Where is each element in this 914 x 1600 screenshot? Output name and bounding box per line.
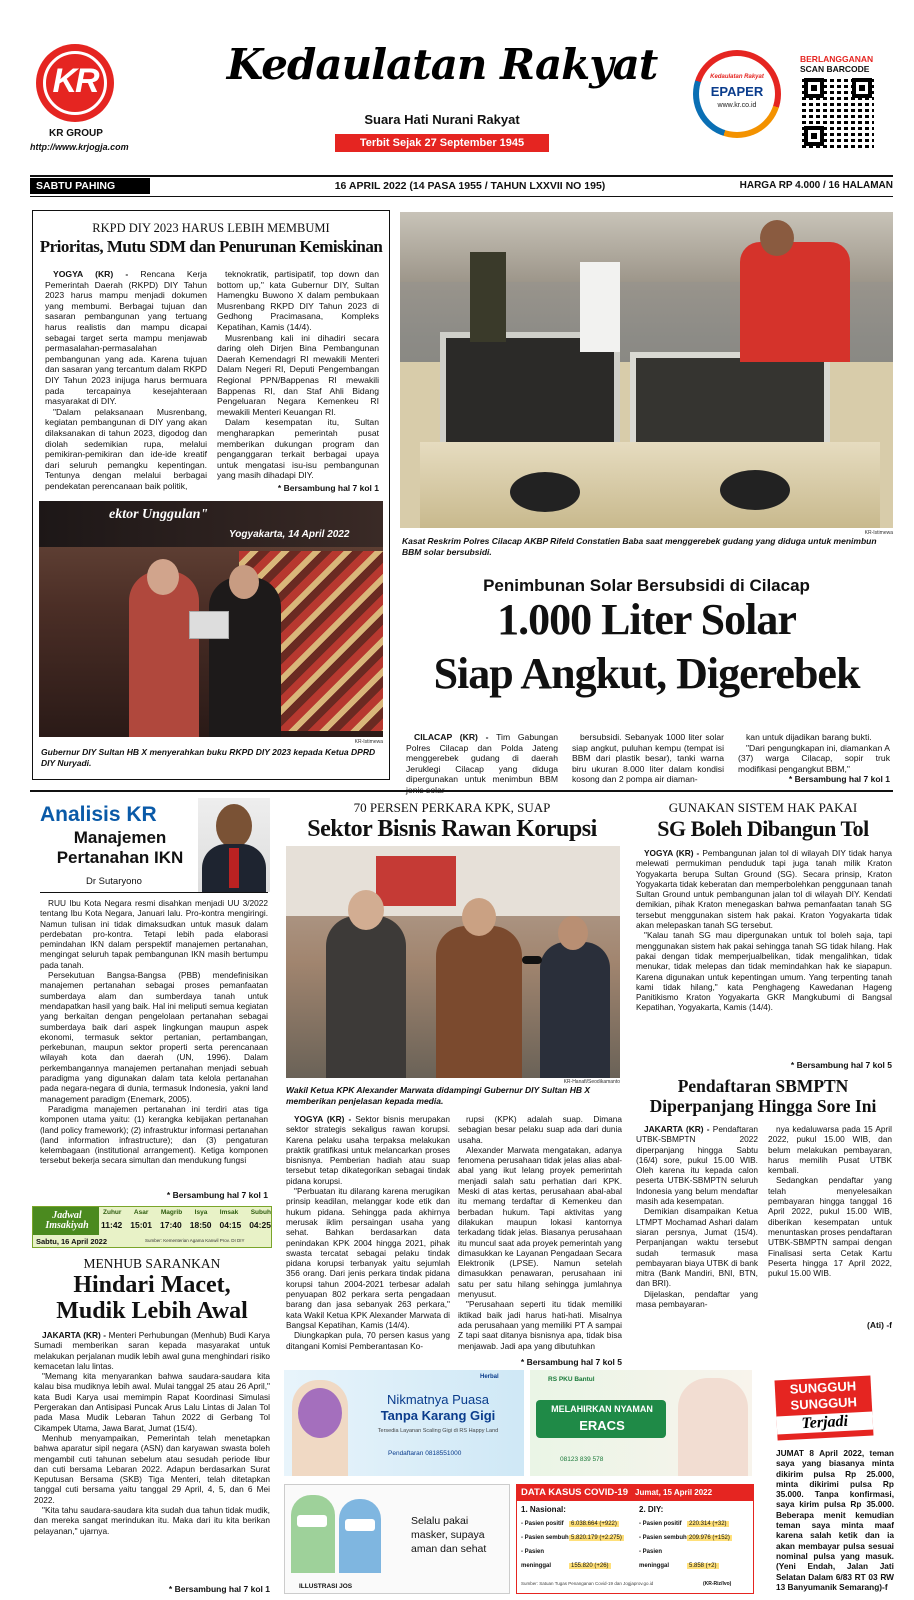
imsakiyah-times <box>101 1220 271 1230</box>
covid-diy-row-meninggal: - Pasien meninggal 5.858 (+2) <box>639 1549 717 1569</box>
ad-gigi-sub: Tersedia Layanan Scaling Gigi di RS Happy Land <box>377 1428 499 1434</box>
officer-left <box>470 252 506 342</box>
solar-col-1 <box>406 732 558 796</box>
ad-eracs-line-1: MELAHIRKAN NYAMAN <box>551 1404 653 1414</box>
ad-eracs-hospital: RS PKU Bantul <box>548 1376 595 1383</box>
imsak-time-magrib: 17:40 <box>160 1220 182 1230</box>
mudik-continued: * Bersambung hal 7 kol 1 <box>168 1584 270 1594</box>
rkpd-col-2 <box>217 269 379 481</box>
tol-dateline: YOGYA (KR) - <box>644 848 700 858</box>
korupsi-continued: * Bersambung hal 7 kol 5 <box>520 1357 622 1367</box>
speaker-left <box>326 916 406 1078</box>
rkpd-kicker: RKPD DIY 2023 HARUS LEBIH MEMBUMI <box>92 221 330 235</box>
covid-title: DATA KASUS COVID-19 <box>521 1487 628 1498</box>
solar-photo-credit: KR-Istimewa <box>864 530 893 536</box>
since-badge: Terbit Sejak 27 September 1945 <box>335 134 549 152</box>
author-photo <box>198 798 270 892</box>
korupsi-text-6: "Perusahaan seperti itu tidak memiliki iktikad baik jadi harus hati-hati. Misalnya ada perusahaan yang memiliki PT A sampai Z tapi saat ditanya bisnisnya apa, tidak bisa menjawab. Jadi apa yang dibutuhkan <box>458 1299 622 1351</box>
ad-eracs-line-2: ERACS <box>579 1418 625 1433</box>
ad-mother-illustration <box>678 1378 748 1476</box>
tol-headline: SG Boleh Dibangun Tol <box>657 816 869 841</box>
covid-nasional-label: 1. Nasional: <box>521 1505 566 1514</box>
sbmptn-headline-2: Diperpanjang Hingga Sore Ini <box>649 1096 877 1116</box>
sbmptn-col-1 <box>636 1124 758 1309</box>
covid-nas-sembuh: 5.820.179 (+2.275) <box>571 1535 622 1541</box>
issue-date: 16 APRIL 2022 (14 PASA 1955 / TAHUN LXXVII NO 195) <box>334 180 606 192</box>
covid-diy-table <box>639 1517 751 1573</box>
korupsi-text-3: Diungkapkan pula, 70 persen kasus yang ditangani Komisi Pemberantasan Ko- <box>286 1330 450 1351</box>
rkpd-headline: Prioritas, Mutu SDM dan Penurunan Kemiskinan <box>39 237 383 256</box>
korupsi-col-1 <box>286 1114 450 1351</box>
covid-nas-row-meninggal: - Pasien meninggal 155.820 (+26) <box>521 1549 609 1569</box>
rkpd-col-1 <box>45 269 207 491</box>
covid-nas-meninggal: 155.820 (+26) <box>571 1563 609 1569</box>
solar-headline-2: Siap Angkut, Digerebek <box>433 649 860 698</box>
tol-kicker: GUNAKAN SISTEM HAK PAKAI <box>668 800 858 815</box>
epaper-badge[interactable] <box>693 50 781 138</box>
covid-source: Sumber: Satuan Tugas Penanganan Covid-19 dan Jogjaprov.go.id <box>521 1581 654 1586</box>
korupsi-photo-credit: KR-Hanafi/Seodikamanto <box>563 1079 620 1085</box>
analisis-text-2: Persekutuan Bangsa-Bangsa (PBB) mendefinisikan manajemen pertanahan sebagai proses pemanfaatan sumberdaya alam dan sumberdaya tanah untuk mendapatkan hasil yang baik. Hal ini meliputi semua kegiatan yang berkaitan dengan pengelolaan pertanahan sebagai sumberdaya baik dari aspek lingkungan maupun aspek ekonomi, termasuk sektor pertanian, pertambangan, perkebunan, maupun sektor properti serta perencanaan wilayah kota dan daerah (UN, 1996). Dalam perkembangannya manajemen pertanahan menjadi sebuah paradigma yang digunakan dalam tata kelola pertanahan pada negara-negara di dunia, termasuk Indonesia, yakni land management paradigm (Enemark, 2005). <box>40 970 268 1104</box>
rkpd-photo-credit: KR-Istimewa <box>354 739 383 745</box>
officer-center <box>580 262 620 352</box>
book-handover <box>189 611 229 639</box>
dateline-rule <box>30 175 893 177</box>
rkpd-story <box>32 210 390 780</box>
rkpd-text-4: Musrenbang kali ini dihadiri secara daring oleh Dirjen Bina Pembangunan Daerah Kemendagri RI mewakili Menteri Dalam Negeri RI, Deputi Pengembangan Regional PPN/Bappenas RI mewakili Bappenas RI, dan Staf Ahli Bidang Pengeluaran Negara Kemenkeu RI mewakili Menteri Keuangan RI. <box>217 332 379 417</box>
korupsi-dateline: YOGYA (KR) - <box>294 1114 352 1124</box>
imsak-label-subuh: Subuh <box>250 1209 271 1216</box>
imsakiyah-source: Sumber: Kementerian Agama Kanwil Prov. DI DIY <box>145 1238 245 1243</box>
sbmptn-col-2 <box>768 1124 892 1278</box>
mask-illustration <box>291 1495 335 1573</box>
mudik-text-2: "Memang kita menyarankan bahwa saudara-saudara kita kalau bisa mudiknya lebih awal. Mulai tanggal 25 atau 26 April," kata Budi Karya usai memimpin Rapat Koordinasi Simulasi Pergerakan dan Antisipasi Puncak Arus Lalu Lintas di Jalan Tol pada Masa Mudik Lebaran Tahun 2022 di Gerbang Tol Cikampek Utama, Jawa Barat, Jumat (15/4). <box>34 1371 270 1433</box>
epaper-url: www.kr.co.id <box>717 102 757 109</box>
covid-diy-meninggal: 5.858 (+2) <box>689 1563 717 1569</box>
mudik-headline-2: Mudik Lebih Awal <box>56 1298 248 1324</box>
imsak-label-isya: Isya <box>194 1209 208 1216</box>
ad-gigi-line-1: Nikmatnya Puasa <box>387 1392 489 1407</box>
korupsi-text-2: "Perbuatan itu dilarang karena merugikan prinsip keadilan, melanggar kode etik dan hukum pidana. Sehingga pada akhirnya merusak iklim persaingan usaha yang sehat. Bahkan berdasarkan data penindakan KPK 2004 hingga 2021, pihak swasta tercatat sebagai pelaku tindak pidana korupsi terbanyak yaitu sejumlah 356 orang. Dari jenis perkara tindak pidana korupsi tahun 2004-2021 terbesar adalah penyuapan 802 perkara serta pengadaan barang dan jasa sebanyak 263 perkara," kata Wakil Ketua KPK Alexander Marwata di Bangsal Kepatihan, Kamis (14/4). <box>286 1186 450 1330</box>
rkpd-text-1: Rencana Kerja Pemerintah Daerah (RKPD) DIY Tahun 2023 harus mampu menjadi dokumen yang membumi. Berbagai tujuan dan sasaran pembangunan yang tertuang harus realistis dan mampu dicapai sebagai target serta mampu menjawab permasalahan-permasalahan pembangunan yang ada. Karena tujuan dan sasaran yang tercantum dalam RKPD DIY Tahun 2023 inijuga harus bermuara pada tercapainya kesejahteraan masyarakat di DIY. <box>45 269 207 407</box>
scan-label: SCAN BARCODE <box>800 64 870 74</box>
rkpd-caption: Gubernur DIY Sultan HB X menyerahkan buku RKPD DIY 2023 kepada Ketua DPRD DIY Nuryadi. <box>41 747 376 768</box>
ad-gigi-line-2: Tanpa Karang Gigi <box>380 1408 496 1423</box>
tol-text-1: Pembangunan jalan tol di wilayah DIY tidak hanya melewati permukiman penduduk tapi juga tanah milik Kraton Yogyakarta berupa Sultan Ground (SG). Secara prinsip, Kraton Yogyakarta tidak keberatan dan memperbolehkan penggunaan tanah Sultan Ground untuk pembangunan jalan tol di wilayah DIY. Kendati demikian, pihak Kraton menegaskan bahwa pemanfaatan tanah SG tersebut menggunakan sistem hak pakai. Kraton Yogyakarta tidak akan melepaskan tanah SG tersebut. <box>636 848 892 931</box>
imsak-time-imsak: 04:15 <box>219 1220 242 1230</box>
sungguh-badge <box>774 1376 873 1441</box>
imsakiyah-title: Jadwal Imsakiyah <box>45 1210 89 1231</box>
mudik-text-4: "Kita tahu saudara-saudara kita sudah dua tahun tidak mudik, dan mereka sangat merindukan itu. Maka dari itu kita berikan pelayanan," ujarnya. <box>34 1505 270 1536</box>
solar-dateline: CILACAP (KR) - <box>414 732 489 742</box>
korupsi-text-1: Sektor bisnis merupakan sektor strategis sekaligus rawan korupsi. Karena pelaku usaha terpaksa melakukan praktik gratifikasi untuk melancarkan proses bisnisnya. Pemberian hadiah atau suap tersebut tetap dikategorikan sebagai tindak pidana korupsi. <box>286 1114 450 1186</box>
analisis-continued: * Bersambung hal 7 kol 1 <box>166 1190 268 1200</box>
day-label: SABTU PAHING <box>30 178 150 194</box>
rkpd-text-2: "Dalam pelaksanaan Musrenbang, kegiatan pembangunan di DIY yang akan dilaksanakan di tahun 2023, digodog dan diolah sedemikian rupa, melalui pemikiran-pemikiran dan ide-ide kreatif dari seluruh pemangku kepentingan. Tentunya dengan melalui berbagai pendekatan perencanaan baik politik, <box>45 406 207 491</box>
solar-continued: * Bersambung hal 7 kol 1 <box>788 774 890 784</box>
mudik-body <box>34 1330 270 1536</box>
covid-nas-positif: 6.038.664 (+922) <box>571 1521 617 1527</box>
analisis-author: Dr Sutaryono <box>86 876 142 887</box>
mudik-dateline: JAKARTA (KR) - <box>42 1330 107 1340</box>
ad-gigi-brand: Herbal <box>480 1374 499 1380</box>
sungguh-label-1: SUNGGUH <box>789 1378 857 1397</box>
korupsi-text-5: Alexander Marwata mengatakan, adanya fenomena perusahaan tidak jelas alias abal-abal yang ikut lelang proyek pemerintah menjadi salah satu perhatian dari KPK. Meski di atas kertas, perusahaan abal-abal itu memang terdaftar di Kemenkeu dan berbadan hukum. Tapi aktivitas yang dilakukan maupun lokasi kantornya terkadang tidak jelas. Biasanya perusahaan itu muncul saat ada proyek pemerintah yang dimasukkan ke Layanan Pengadaan Secara Elektronik (LPSE). Namun setelah dimasukkan penawaran, perusahaan ini satu per satu hilang sehingga jumlahnya menyusut. <box>458 1144 622 1300</box>
speaker-right <box>540 942 610 1078</box>
sungguh-label-3: Terjadi <box>776 1411 873 1434</box>
sbmptn-text-3: Dijelaskan, pendaftar yang masa pembayaran- <box>636 1288 758 1310</box>
covid-nasional-table <box>521 1517 635 1573</box>
tol-continued: * Bersambung hal 7 kol 5 <box>790 1060 892 1070</box>
sungguh-text: JUMAT 8 April 2022, teman saya yang biasanya minta dikirim pulsa Rp 25.000, minta dikirimi pulsa Rp 35.000. Tanpa konfirmasi, saya kirim pulsa Rp 35.000. Beberapa menit kemudian teman saya minta maaf karena salah ketik dan ia akan membayar pulsa sesuai nominal pulsa yang masuk. (Yeni Endah, Jalan Jati Selatan Dalam 6/83 RT 03 RW 13 Banyumanik Semarang)-f <box>776 1448 894 1592</box>
kr-logo-text: KR <box>52 62 98 100</box>
covid-nas-row-sembuh: - Pasien sembuh 5.820.179 (+2.275) <box>521 1535 622 1541</box>
analisis-title-2: Pertanahan IKN <box>56 848 184 867</box>
mudik-headline-1: Hindari Macet, <box>73 1272 231 1298</box>
mudik-kicker: MENHUB SARANKAN <box>83 1256 221 1271</box>
tol-body <box>636 848 892 1013</box>
solar-col-2 <box>572 732 724 785</box>
ad-karang-gigi[interactable] <box>284 1370 524 1476</box>
officer-right <box>740 242 850 362</box>
covid-diy-row-positif: - Pasien positif 220.314 (+32) <box>639 1521 727 1527</box>
ad-masker-credit: ILLUSTRASI JOS <box>299 1583 353 1590</box>
group-name: KR GROUP <box>49 128 103 139</box>
covid-diy-row-sembuh: - Pasien sembuh 209.976 (+152) <box>639 1535 730 1541</box>
rkpd-text-3: teknokratik, partisipatif, top down dan bottom up," kata Gubernur DIY, Sultan Hamengku Buwono X dalam pembukaan Musrenbang RKPD DIY Tahun 2023 di Gedhong Pracimasana, Kompleks Kepatihan, Kamis (14/4). <box>217 269 379 332</box>
covid-date: Jumat, 15 April 2022 <box>635 1488 713 1497</box>
korupsi-text-4: rupsi (KPK) adalah suap. Dimana sebagian besar pelaku suap ada dari dunia usaha. <box>458 1114 622 1145</box>
rkpd-continued: * Bersambung hal 7 kol 1 <box>277 483 379 493</box>
tol-text-2: "Kalau tanah SG mau dipergunakan untuk tol boleh saja, tapi menggunakan sistem hak pakai sehingga tanah SG tidak hilang. Hak pakai dengan tidak memperjualbelikan, tidak mengalihkan, tidak menukar, tidak melepas dan tidak memindahkan hak ke siapapun. Karena digunakan untuk kepentingan umum. Yang terpenting tanah kami tidak hilang," kata Penghageng Kawedanan Hageng Panitikismo Kraton Yogyakarta GKR Mangkubumi di Bangsal Kepatihan, Yogyakarta, Kamis (14/4). <box>636 930 892 1013</box>
covid-diy-label: 2. DIY: <box>639 1505 664 1514</box>
qr-code-icon[interactable] <box>802 76 874 148</box>
analisis-rule <box>40 892 268 893</box>
ad-gigi-contact: Pendaftaran 0818551000 <box>388 1450 462 1457</box>
tagline: Suara Hati Nurani Rakyat <box>364 112 520 127</box>
newspaper-title: Kedaulatan Rakyat <box>226 40 658 89</box>
photo-banner-text: ektor Unggulan" <box>109 507 209 522</box>
imsakiyah-date: Sabtu, 16 April 2022 <box>36 1237 108 1246</box>
ad-eracs-contact: 08123 839 578 <box>560 1456 604 1463</box>
analisis-title-1: Manajemen <box>73 828 167 847</box>
speaker-center <box>436 926 522 1078</box>
epaper-brand: Kedaulatan Rakyat <box>710 74 764 80</box>
imsak-label-imsak: Imsak <box>219 1209 239 1216</box>
analisis-label: Analisis KR <box>40 803 157 826</box>
solar-caption: Kasat Reskrim Polres Cilacap AKBP Rifeld Constatien Baba saat menggerebek gudang yang diduga untuk menimbun BBM solar bersubsidi. <box>402 536 877 557</box>
imsak-label-asar: Asar <box>133 1209 149 1216</box>
section-rule <box>30 790 893 792</box>
solar-text-4: "Dari pengungkapan ini, diamankan A (37) warga Cilacap, sopir truk modifikasi pengangkut BBM," <box>738 742 890 774</box>
covid-nas-row-positif: - Pasien positif 6.038.664 (+922) <box>521 1521 617 1527</box>
rkpd-photo <box>39 501 383 737</box>
imsak-label-magrib: Magrib <box>160 1209 183 1216</box>
ad-masker <box>284 1484 510 1594</box>
kr-group-logo[interactable] <box>36 44 114 122</box>
microphone-icon <box>522 956 542 964</box>
solar-text-1: Tim Gabungan Polres Cilacap dan Polda Jateng menggerebek gudang di daerah Jeruklegi Cilacap yang diduga dipergunakan untuk menimbun BBM <box>406 732 559 785</box>
covid-diy-sembuh: 209.976 (+152) <box>689 1535 730 1541</box>
sbmptn-sign: (Ati) -f <box>866 1320 892 1330</box>
person-left <box>129 571 199 737</box>
ad-eracs[interactable] <box>530 1370 752 1476</box>
masthead <box>0 0 914 192</box>
solar-kicker: Penimbunan Solar Bersubsidi di Cilacap <box>483 576 810 595</box>
solar-photo <box>400 212 893 528</box>
mudik-text-3: Menhub menyampaikan, Pemerintah telah menetapkan bahwa aparatur sipil negara (ASN) dan karyawan swasta boleh mengambil cuti tahunan sebelum atau sesudah periode libur dan cuti bersama Lebaran 2022. Adapun berdasarkan Surat Keputusan Bersama (SKB) Tiga Menteri, telah ditetapkan tanggal cuti bersama yaitu tanggal 29 April, 4, 5, dan 6 Mei 2022. <box>34 1432 270 1505</box>
subscribe-label: BERLANGGANAN <box>800 54 874 64</box>
imsakiyah-box <box>32 1206 272 1248</box>
korupsi-photo <box>286 846 620 1078</box>
imsakiyah-labels <box>103 1209 271 1216</box>
analisis-body <box>40 898 268 1166</box>
sbmptn-text-4: nya kedaluwarsa pada 15 April 2022, pukul 15.00 WIB, dan belum melakukan pembayaran, harus memilih Pusat UTBK kembali. <box>768 1124 892 1176</box>
korupsi-headline: Sektor Bisnis Rawan Korupsi <box>307 816 597 842</box>
rkpd-dateline: YOGYA (KR) - <box>53 269 129 279</box>
solar-headline-1: 1.000 Liter Solar <box>497 595 796 644</box>
korupsi-kicker: 70 PERSEN PERKARA KPK, SUAP <box>353 800 551 815</box>
sbmptn-dateline: JAKARTA (KR) - <box>644 1124 710 1134</box>
korupsi-caption: Wakil Ketua KPK Alexander Marwata didampingi Gubernur DIY Sultan HB X memberikan penjelasan kepada media. <box>286 1085 591 1106</box>
person-right <box>209 577 281 737</box>
ad-masker-line-2: masker, supaya <box>411 1529 485 1541</box>
sungguh-label-2: SUNGGUH <box>790 1394 858 1413</box>
imsak-time-isya: 18:50 <box>189 1220 212 1230</box>
analisis-text-3: Paradigma manajemen pertanahan ini terdiri atas tiga komponen utama yaitu: (1) kerangka kebijakan pertanahan (land policy framework); (2) infrastruktur informasi pertanahan (land information infrastructure); dan (3) pengaturan kelembagaan (institutional arrangement). Ketiga komponen tersebut bekerja secara simultan dan mendukung fungsi <box>40 1103 268 1166</box>
price-label: HARGA RP 4.000 / 16 HALAMAN <box>739 180 893 191</box>
sbmptn-text-5: Sedangkan pendaftar yang telah menyelesaikan pembayaran hingga tanggal 16 April 2022, pukul 15.00 WIB, diberikan kesempatan untuk menuntaskan proses pendaftaran UTBK-SBMPTN sampai dengan Finalisasi serta Cetak Kartu Peserta hingga 17 April 2022, pukul 15.00 WIB. <box>768 1175 892 1279</box>
imsak-time-asar: 15:01 <box>130 1220 153 1230</box>
photo-banner-date: Yogyakarta, 14 April 2022 <box>229 529 350 540</box>
imsak-time-subuh: 04:25 <box>249 1220 271 1230</box>
solar-text-3: kan untuk dijadikan barang bukti. <box>746 732 872 742</box>
ad-masker-line-3: aman dan sehat <box>411 1543 487 1555</box>
imsak-label-zuhur: Zuhur <box>103 1209 122 1216</box>
epaper-label: EPAPER <box>710 84 764 99</box>
sbmptn-text-2: Demikian disampaikan Ketua LTMPT Mochamad Ashari dalam siaran persnya, Jumat (15/4). Perpanjangan waktu tersebut sudah termasuk masa pembayaran biaya UTBK di bank mitra (Bank Mandiri, BNI, BTN, dan BRI). <box>636 1206 758 1289</box>
analisis-text-1: RUU Ibu Kota Negara resmi disahkan menjadi UU 3/2022 tentang Ibu Kota Negara, Januari lalu. Pro-kontra mengiringi. Namun tulisan ini tidak dimaksudkan untuk masuk dalam perdebatan pro-kontra. Tetapi lebih pada elaborasi pemindahan IKN dalam perspektif manajemen pertanahan, mengingat seluruh tapak pembangunan IKN masih bertumpu pada tanah. <box>40 898 268 970</box>
korupsi-col-2 <box>458 1114 622 1351</box>
solar-text-2: bersubsidi. Sebanyak 1000 liter solar siap angkut, puluhan kempu (tempat isi BBM dari plastik besar), tanki warna biru ukuran 8.000 liter dalam kondisi kosong dan 2 pompa air diaman- <box>572 732 724 785</box>
covid-diy-positif: 220.314 (+32) <box>689 1521 727 1527</box>
group-url[interactable]: http://www.krjogja.com <box>30 142 129 152</box>
solar-col-3 <box>738 732 890 774</box>
dateline-rule-bottom <box>30 196 893 197</box>
mudik-text-1: Menteri Perhubungan (Menhub) Budi Karya Sumadi memberikan saran kepada masyarakat untuk melakukan perjalanan mudik lebih awal guna menghindari risiko kemacetan lalu lintas. <box>34 1330 270 1371</box>
sbmptn-text-1: Pendaftaran UTBK-SBMPTN 2022 diperpanjang hingga Sabtu (16/4) sore, pukul 15.00 WIB. Oleh karena itu kepada calon peserta UTBK-SBMPTN seluruh Indonesia yang belum mendaftar masih ada kesempatan. <box>636 1124 758 1207</box>
imsak-time-zuhur: 11:42 <box>101 1220 123 1230</box>
sbmptn-headline-1: Pendaftaran SBMPTN <box>677 1076 849 1096</box>
covid-box <box>516 1484 754 1594</box>
ad-masker-line-1: Selalu pakai <box>411 1515 469 1527</box>
fuel-tank-3 <box>420 442 880 528</box>
rkpd-text-5: Dalam kesempatan itu, Sultan mengharapkan pemerintah pusat memberikan dukungan program dan penganggaran terkait berbagai upaya untuk mengatasi isu-isu pembangunan yang masih dihadapi DIY. <box>217 417 379 481</box>
covid-credit: (KR-Riz/Ivo) <box>703 1581 732 1587</box>
